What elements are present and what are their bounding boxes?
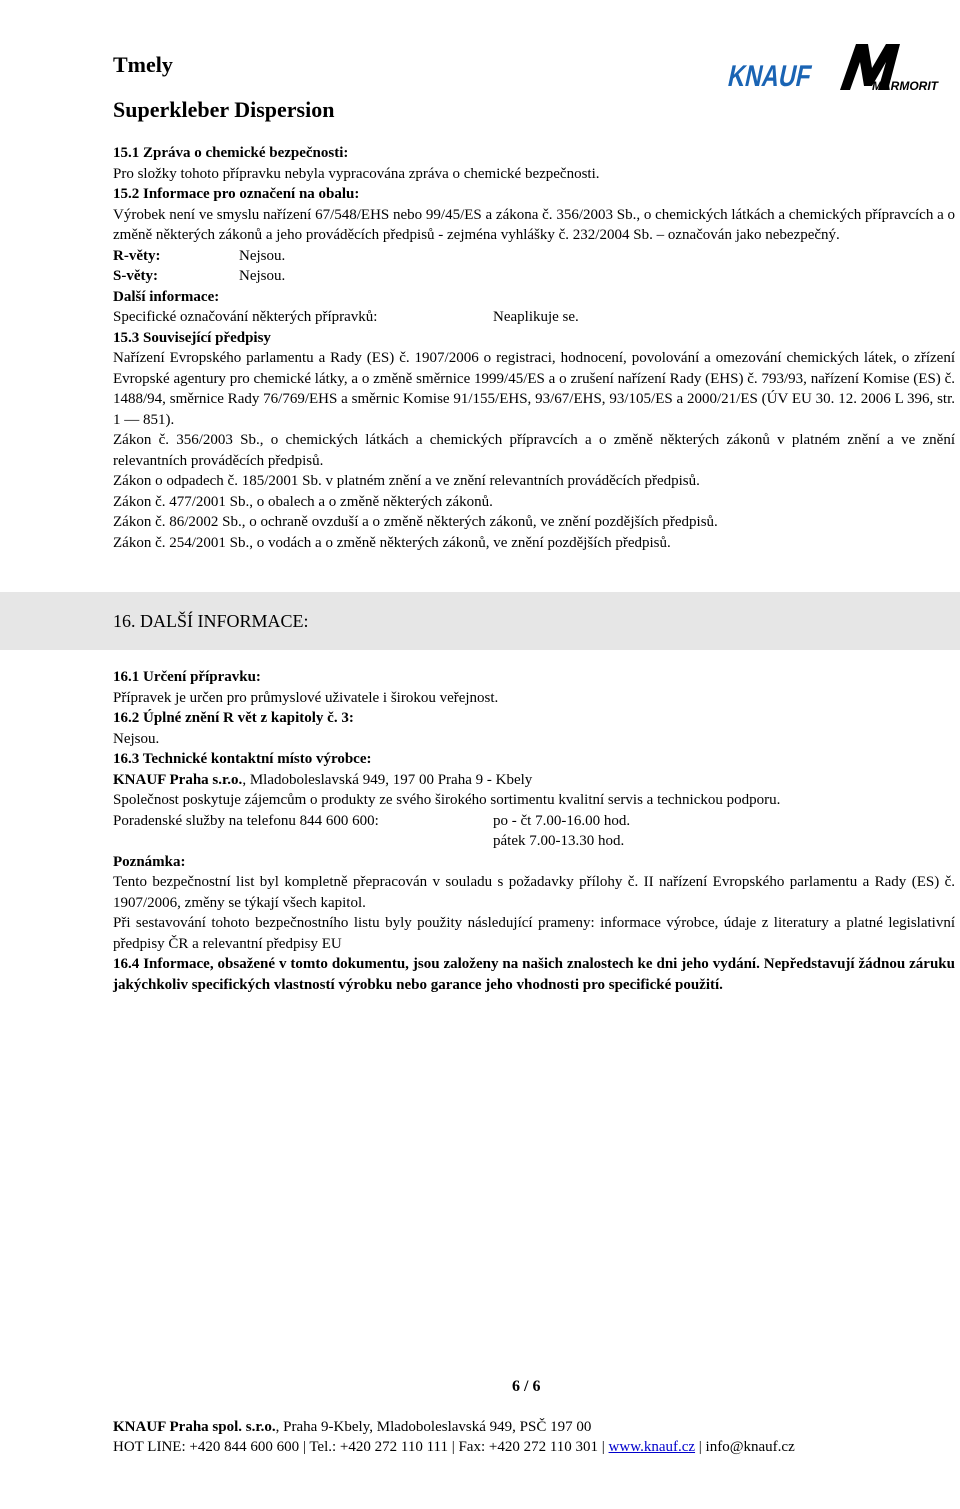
- note-text-2: Při sestavování tohoto bezpečnostního listu byly použity následující prameny: informace výrobce, údaje z literatury a platné legislativní předpisy ČR a relevantní předpisy EU: [113, 915, 955, 952]
- disclaimer-16-4: 16.4 Informace, obsažené v tomto dokumentu, jsou založeny na našich znalostech ke dni jeho vydání. Nepředstavují žádnou záruku jakýchkoliv specifických vlastností výrobku nebo garance jeho vhodnosti pro specifické použití.: [113, 956, 955, 993]
- r-phrases-label: R-věty:: [113, 247, 161, 264]
- footer-address: , Praha 9-Kbely, Mladoboleslavská 949, PSČ 197 00: [275, 1419, 592, 1435]
- hours-friday-row: [113, 831, 955, 852]
- heading-15-2: 15.2 Informace pro označení na obalu:: [113, 186, 360, 202]
- heading-16-3: 16.3 Technické kontaktní místo výrobce:: [113, 751, 372, 767]
- svg-text:MARMORIT: MARMORIT: [872, 79, 938, 93]
- document-title: Tmely: [113, 52, 173, 77]
- regulation-text-2: Zákon č. 356/2003 Sb., o chemických látkách a chemických přípravcích a o změně některých zákonů v platném znění a ve znění relevantních prováděcích předpisů.: [113, 432, 955, 469]
- note-text-1: Tento bezpečnostní list byl kompletně přepracován v souladu s požadavky přílohy č. II nařízení Evropského parlamentu a Rady (ES) č. 1907/2006, změny se týkají všech kapitol.: [113, 874, 955, 911]
- section-16-content: [113, 667, 955, 995]
- footer-company: KNAUF Praha spol. s.r.o.: [113, 1419, 276, 1435]
- knauf-logo: [722, 42, 838, 102]
- page-footer: [113, 1417, 955, 1457]
- contact-address: [113, 770, 955, 791]
- specific-labelling-label: Specifické označování některých přípravků:: [113, 309, 378, 325]
- heading-15-1: 15.1 Zpráva o chemické bezpečnosti:: [113, 145, 349, 161]
- phone-row: [113, 811, 955, 832]
- regulation-text-6: Zákon č. 254/2001 Sb., o vodách a o změně některých zákonů, ve znění pozdějších předpisů.: [113, 534, 671, 551]
- more-info-label: Další informace:: [113, 288, 220, 305]
- phone-label: Poradenské služby na telefonu 844 600 600:: [113, 812, 379, 829]
- footer-hotline: HOT LINE: +420 844 600 600 | Tel.: +420 272 110 111 | Fax: +420 272 110 301 |: [113, 1439, 609, 1455]
- regulation-text-3: Zákon o odpadech č. 185/2001 Sb. v platném znění a ve znění relevantních prováděcích předpisů.: [113, 473, 700, 489]
- contact-company: KNAUF Praha s.r.o.: [113, 771, 243, 788]
- text-16-2: Nejsou.: [113, 730, 160, 747]
- note-label: Poznámka:: [113, 853, 186, 870]
- r-phrases-row: [113, 246, 955, 267]
- heading-15-3: 15.3 Související předpisy: [113, 329, 271, 346]
- regulation-text-5: Zákon č. 86/2002 Sb., o ochraně ovzduší a o změně některých zákonů, ve znění pozdějších předpisů.: [113, 514, 718, 530]
- text-15-2: Výrobek není ve smyslu nařízení 67/548/EHS nebo 99/45/ES a zákona č. 356/2003 Sb., o chemických látkách a chemických přípravcích a o změně některých zákonů a jeho prováděcích předpisů - zejména vyhlášky č. 232/2004 Sb. – označován jako nebezpečný.: [113, 206, 955, 243]
- specific-labelling-value: Neaplikuje se.: [493, 309, 579, 325]
- hours-friday: pátek 7.00-13.30 hod.: [493, 833, 625, 849]
- marmorit-logo: [834, 38, 938, 96]
- footer-web-link[interactable]: www.knauf.cz: [608, 1439, 696, 1455]
- footer-email: | info@knauf.cz: [695, 1439, 795, 1455]
- contact-street: , Mladoboleslavská 949, 197 00 Praha 9 - Kbely: [242, 771, 533, 788]
- section-15-content: [113, 143, 955, 553]
- regulation-text-1: Nařízení Evropského parlamentu a Rady (ES) č. 1907/2006 o registraci, hodnocení, povolování a omezování chemických látek, o zřízení Evropské agentury pro chemické látky, a o změně směrnice 1999/45/ES a o zrušení nařízení Rady (EHS) č. 793/93, nařízení Komise (ES) č. 1488/94, směrnice Rady 76/769/EHS a směrnic Komise 91/155/EHS, 93/67/EHS, 93/105/ES a 2000/21/ES (ÚV EU 30. 12. 2006 L 396, str. 1 — 851).: [113, 350, 955, 428]
- heading-16-2: 16.2 Úplné znění R vět z kapitoly č. 3:: [113, 710, 354, 726]
- s-phrases-value: Nejsou.: [239, 268, 286, 284]
- specific-labelling-row: [113, 307, 955, 328]
- heading-16-1: 16.1 Určení přípravku:: [113, 669, 261, 685]
- section-16-band: [0, 592, 960, 650]
- regulation-text-4: Zákon č. 477/2001 Sb., o obalech a o změně některých zákonů.: [113, 493, 493, 510]
- service-text: Společnost poskytuje zájemcům o produkty ze svého širokého sortimentu kvalitní servis a technickou podporu.: [113, 792, 781, 808]
- text-15-1: Pro složky tohoto přípravku nebyla vypracována zpráva o chemické bezpečnosti.: [113, 165, 600, 182]
- footer-address-line: [113, 1417, 955, 1437]
- footer-contact-line: [113, 1437, 955, 1457]
- svg-text:KNAUF: KNAUF: [725, 60, 838, 93]
- s-phrases-label: S-věty:: [113, 268, 158, 284]
- hours-weekday: po - čt 7.00-16.00 hod.: [493, 812, 631, 829]
- r-phrases-value: Nejsou.: [239, 247, 286, 264]
- page-number: 6 / 6: [512, 1378, 541, 1395]
- heading-16: 16. DALŠÍ INFORMACE:: [113, 611, 309, 631]
- s-phrases-row: [113, 266, 955, 287]
- product-name: Superkleber Dispersion: [113, 97, 335, 122]
- text-16-1: Přípravek je určen pro průmyslové uživatele i širokou veřejnost.: [113, 689, 499, 706]
